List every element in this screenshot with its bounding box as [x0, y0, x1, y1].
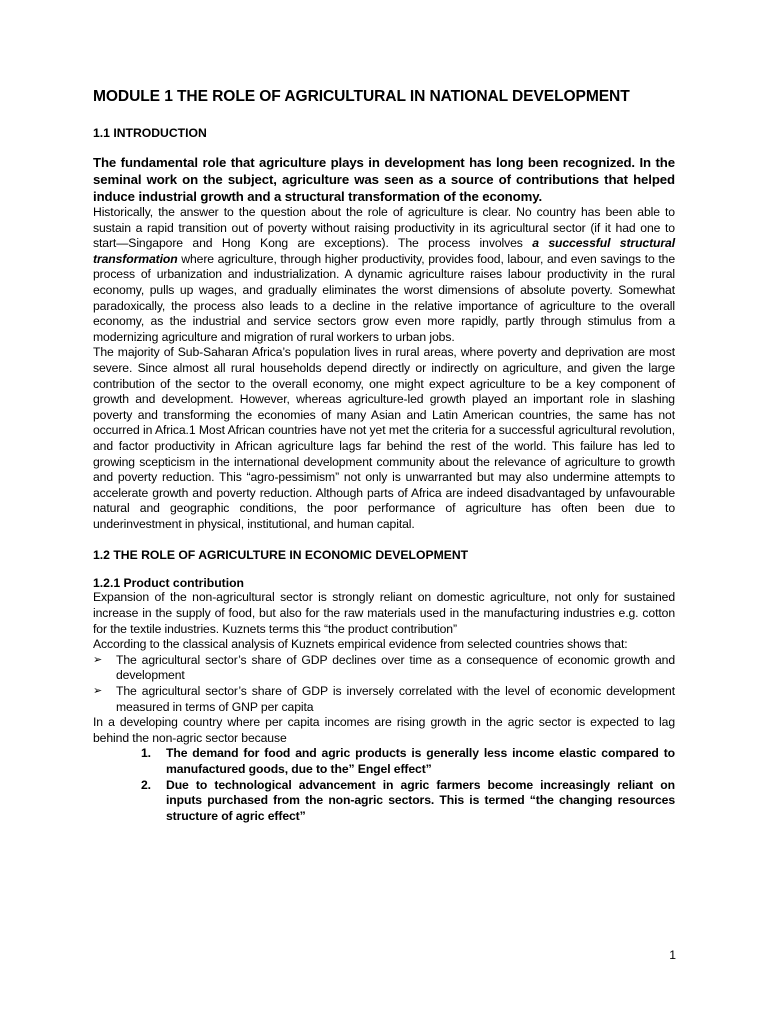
item-number: 2. — [141, 777, 151, 792]
page-number: 1 — [669, 948, 676, 962]
item-number: 1. — [141, 746, 151, 761]
arrow-bullet-icon: ➢ — [93, 653, 103, 666]
list-item — [93, 653, 675, 684]
numbered-item-text: The demand for food and agric products is generally less income elastic compared to manufactured goods, due to the” Engel effect” — [166, 746, 675, 776]
document-title: MODULE 1 THE ROLE OF AGRICULTURAL IN NATIONAL DEVELOPMENT — [93, 88, 630, 105]
arrow-bullet-list — [93, 653, 675, 715]
intro-text-b: where agriculture, through higher productivity, provides food, labour, and even savings to the process of urbanization and industrialization. A dynamic agriculture raises labour productivity in the rural economy, pulls up wages, and gradually eliminates the worst dimensions of absolute poverty. Somewhat paradoxically, the process also leads to a decline in the relative importance of agriculture to the overall economy, as the industrial and service sectors grow even more rapidly, partly through stimulus from a modernizing agriculture and migration of rural workers to urban jobs. — [93, 251, 675, 344]
product-paragraph-3: In a developing country where per capita incomes are rising growth in the agric sector is expected to lag behind the non-agric sector because — [93, 715, 675, 745]
product-paragraph-2: According to the classical analysis of Kuznets empirical evidence from selected countries shows that: — [93, 637, 628, 652]
intro-text-a: Historically, the answer to the question about the role of agriculture is clear. No country has been able to sustain a rapid transition out of poverty without raising productivity in its agricultural sector (if it had one to start—Singapore and Hong Kong are exceptions). The process involves — [93, 205, 675, 251]
section-heading-role-of-agriculture: 1.2 THE ROLE OF AGRICULTURE IN ECONOMIC DEVELOPMENT — [93, 548, 469, 563]
lead-paragraph: The fundamental role that agriculture plays in development has long been recognized. In the seminal work on the subject, agriculture was seen as a source of contributions that helped induce industrial growth and a structural transformation of the economy. — [93, 155, 675, 204]
numbered-item — [141, 746, 675, 777]
intro-emphasis: a successful structural transformation — [93, 236, 676, 266]
numbered-item-text: Due to technological advancement in agric farmers become increasingly reliant on inputs purchased from the non-agric sectors. This is termed “the changing resources structure of agric effect” — [166, 777, 675, 823]
section-heading-introduction: 1.1 INTRODUCTION — [93, 126, 207, 140]
subsection-heading-product-contribution: 1.2.1 Product contribution — [93, 576, 244, 591]
intro-paragraph-1 — [93, 205, 675, 345]
arrow-bullet-icon: ➢ — [93, 685, 103, 698]
list-item-text: The agricultural sector’s share of GDP declines over time as a consequence of economic growth and development — [116, 652, 675, 683]
numbered-item — [141, 778, 675, 825]
list-item-text: The agricultural sector’s share of GDP is inversely correlated with the level of economic development measured in terms of GNP per capita — [116, 684, 675, 714]
intro-paragraph-2: The majority of Sub-Saharan Africa’s population lives in rural areas, where poverty and deprivation are most severe. Since almost all rural households depend directly or indirectly on agriculture, and given the large contribution of the sector to the overall economy, one might expect agriculture to be a key component of growth and development. However, whereas agriculture-led growth played an important role in slashing poverty and transforming the economies of many Asian and Latin American countries, the same has not occurred in Africa.1 Most African countries have not yet met the criteria for a successful agricultural revolution, and factor productivity in African agriculture lags far behind the rest of the world. This failure has led to growing scepticism in the international development community about the relevance of agriculture to growth and poverty reduction. This “agro-pessimism” not only is unwarranted but may also undermine attempts to accelerate growth and poverty reduction. Although parts of Africa are indeed disadvantaged by unfavourable natural and geographic conditions, the poor performance of agriculture has often been due to underinvestment in physical, institutional, and human capital. — [93, 345, 675, 531]
list-item — [93, 684, 675, 715]
numbered-list — [93, 746, 675, 824]
product-paragraph-1: Expansion of the non-agricultural sector is strongly reliant on domestic agriculture, not only for sustained increase in the supply of food, but also for the raw materials used in the manufacturing industries e.g. cotton for the textile industries. Kuznets terms this “the product contribution” — [93, 590, 675, 636]
